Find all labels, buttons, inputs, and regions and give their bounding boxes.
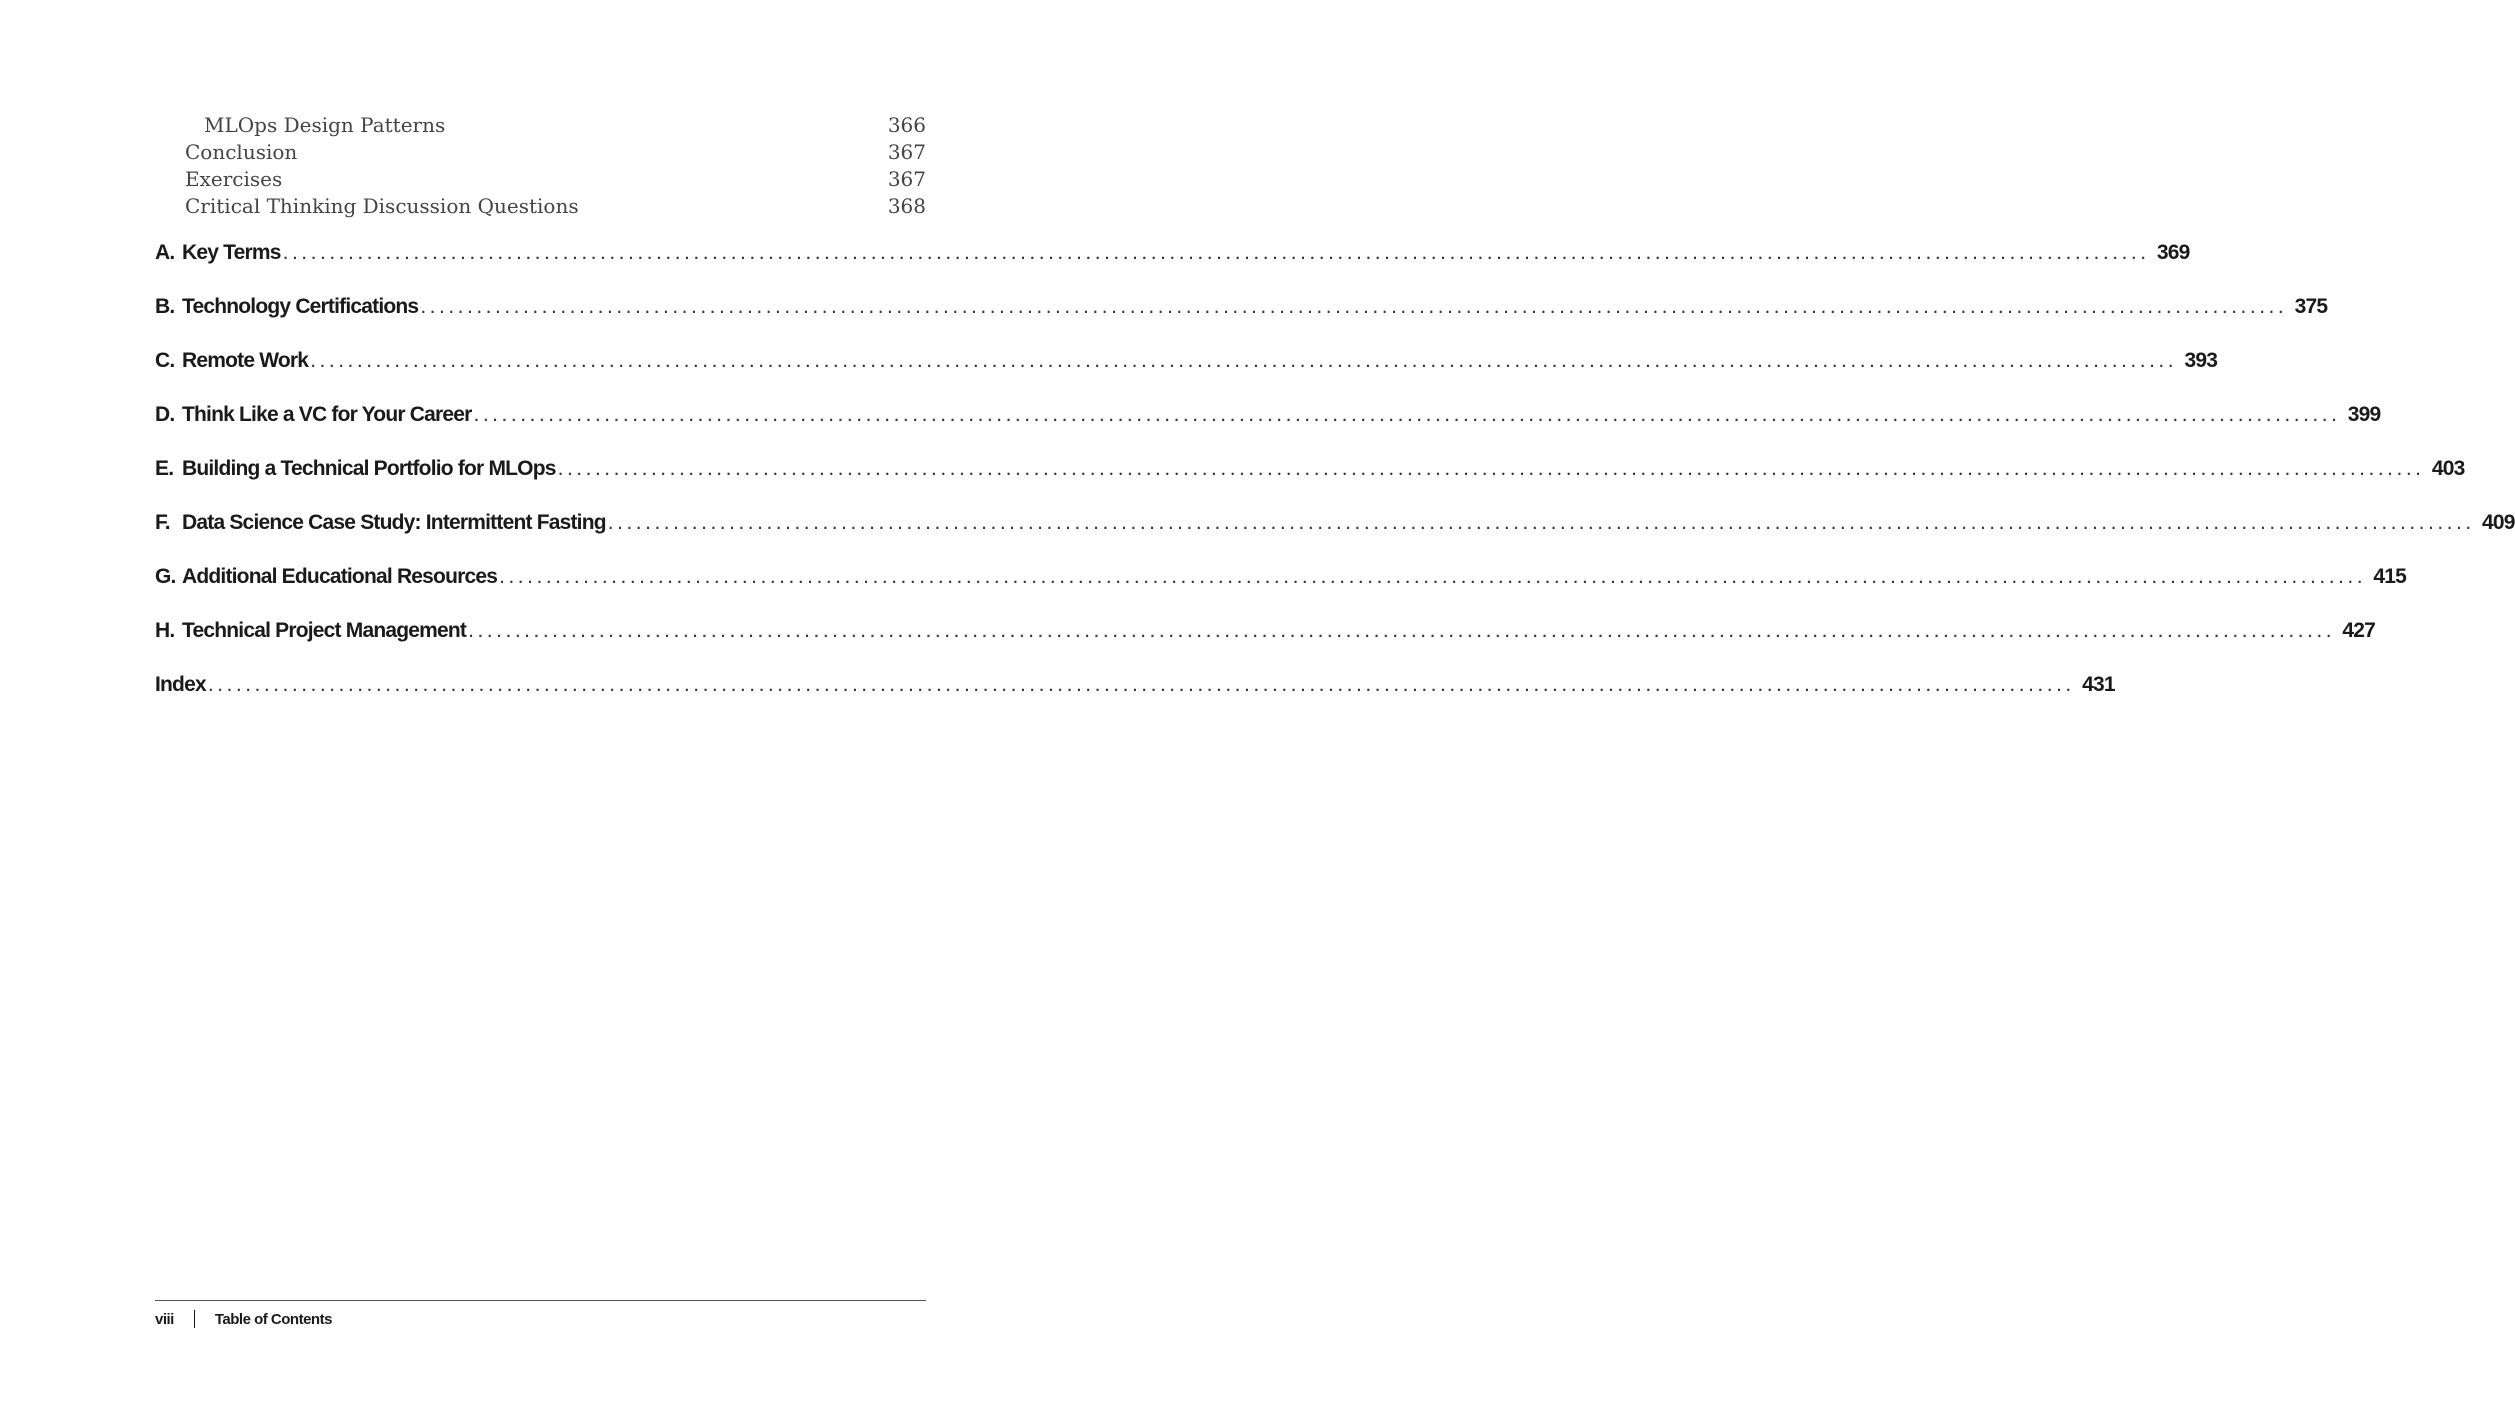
toc-appendix-title: Technical Project Management xyxy=(182,619,467,642)
toc-sub-entry-page: 366 xyxy=(887,113,926,137)
toc-appendix-letter: E. xyxy=(155,457,174,480)
toc-appendix-entry[interactable] xyxy=(155,241,2190,295)
dot-leader: ........................................................................................................................................................................................................ xyxy=(468,619,2336,642)
toc-appendix-title: Remote Work xyxy=(182,349,309,372)
toc-appendix-title: Technology Certifications xyxy=(182,295,419,318)
dot-leader: ........................................................................................................................................................................................................ xyxy=(282,241,2150,264)
toc-appendix-page: 431 xyxy=(2082,673,2115,696)
toc-appendix-entry[interactable] xyxy=(155,619,2376,673)
toc-sub-entry-label: MLOps Design Patterns xyxy=(204,113,446,137)
dot-leader: ........................................................................................................................................................................................................ xyxy=(607,511,2475,534)
sub-entries-list xyxy=(155,112,926,220)
dot-leader: ........................................................................................................................................................................................................ xyxy=(557,457,2425,480)
dot-leader: ........................................................................................................................................................................................................ xyxy=(473,403,2341,426)
toc-appendix-title: Key Terms xyxy=(182,241,281,264)
toc-appendix-entry[interactable] xyxy=(155,565,2407,619)
toc-appendix-entry[interactable] xyxy=(155,457,2465,511)
toc-sub-entry[interactable] xyxy=(155,112,926,139)
toc-sub-entry-label: Conclusion xyxy=(185,140,298,164)
toc-appendix-page: 393 xyxy=(2184,349,2218,372)
toc-appendix-title: Additional Educational Resources xyxy=(182,565,498,588)
toc-appendix-page: 399 xyxy=(2347,403,2381,426)
toc-appendix-letter: H. xyxy=(155,619,175,642)
toc-appendix-page: 427 xyxy=(2342,619,2376,642)
toc-appendix-letter: G. xyxy=(155,565,176,588)
toc-appendix-letter: A. xyxy=(155,241,175,264)
toc-sub-entry[interactable] xyxy=(155,166,926,193)
toc-appendix-title: Think Like a VC for Your Career xyxy=(182,403,472,426)
toc-appendix-letter: D. xyxy=(155,403,175,426)
toc-sub-entry-label: Critical Thinking Discussion Questions xyxy=(185,194,579,218)
appendix-list xyxy=(155,241,2515,727)
toc-appendix-letter: C. xyxy=(155,349,175,372)
footer-separator xyxy=(194,1310,195,1328)
toc-appendix-page: 409 xyxy=(2482,511,2515,534)
toc-sub-entry[interactable] xyxy=(155,193,926,220)
page-footer xyxy=(155,1310,332,1328)
toc-appendix-title: Building a Technical Portfolio for MLOps xyxy=(182,457,556,480)
toc-sub-entry-page: 367 xyxy=(887,140,926,164)
toc-appendix-letter: F. xyxy=(155,511,170,534)
toc-appendix-entry[interactable] xyxy=(155,349,2218,403)
toc-appendix-title: Data Science Case Study: Intermittent Fasting xyxy=(182,511,606,534)
toc-appendix-letter: B. xyxy=(155,295,175,318)
toc-appendix-page: 369 xyxy=(2156,241,2190,264)
footer-section-title: Table of Contents xyxy=(214,1310,332,1328)
toc-appendix-page: 415 xyxy=(2373,565,2407,588)
toc-sub-entry-page: 367 xyxy=(887,167,926,191)
footer-page-number: viii xyxy=(155,1310,174,1328)
dot-leader: ........................................................................................................................................................................................................ xyxy=(499,565,2367,588)
toc-sub-entry-page: 368 xyxy=(887,194,926,218)
dot-leader: ........................................................................................................................................................................................................ xyxy=(310,349,2178,372)
toc-appendix-title: Index xyxy=(155,673,206,696)
toc-appendix-entry[interactable] xyxy=(155,511,2515,565)
toc-appendix-entry[interactable] xyxy=(155,403,2381,457)
dot-leader: ........................................................................................................................................................................................................ xyxy=(420,295,2288,318)
toc-sub-entry[interactable] xyxy=(155,139,926,166)
toc-appendix-page: 403 xyxy=(2431,457,2465,480)
dot-leader: ........................................................................................................................................................................................................ xyxy=(207,673,2075,696)
toc-appendix-page: 375 xyxy=(2294,295,2328,318)
toc-appendix-entry[interactable] xyxy=(155,673,2115,727)
toc-sub-entry-label: Exercises xyxy=(185,167,283,191)
footer-rule xyxy=(155,1300,926,1301)
toc-appendix-entry[interactable] xyxy=(155,295,2328,349)
